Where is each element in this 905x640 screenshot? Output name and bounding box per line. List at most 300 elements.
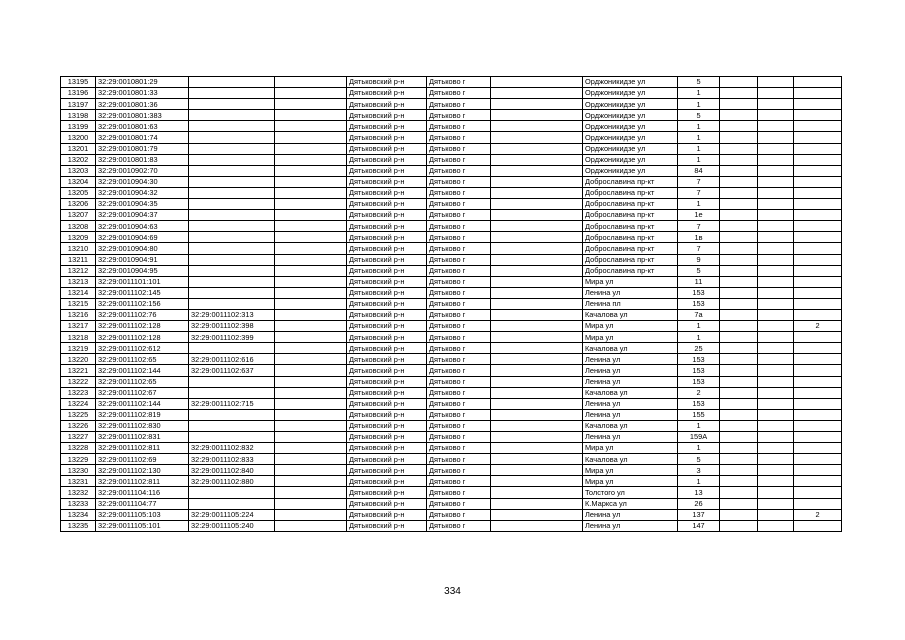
cadastral-number-cell: 32:29:0010904:32: [96, 187, 189, 198]
table-row: [61, 420, 842, 431]
building-col-cell: [720, 232, 758, 243]
empty-col-cell: [275, 509, 347, 520]
table-row: [61, 387, 842, 398]
city-cell: Дятьково г: [427, 254, 491, 265]
record-number-cell: 13232: [61, 487, 96, 498]
cadastral-number-cell: 32:29:0010904:80: [96, 243, 189, 254]
city-cell: Дятьково г: [427, 287, 491, 298]
apartment-col-cell: [758, 398, 794, 409]
apartment-col-cell: [758, 143, 794, 154]
locality-col-cell: [491, 210, 583, 221]
city-cell: Дятьково г: [427, 365, 491, 376]
count-col-cell: [794, 487, 842, 498]
district-cell: Дятьковский р-н: [347, 343, 427, 354]
cadastral-number-cell: 32:29:0010801:79: [96, 143, 189, 154]
empty-col-cell: [275, 487, 347, 498]
linked-cadastral-number-cell: [189, 143, 275, 154]
count-col-cell: [794, 520, 842, 531]
locality-col-cell: [491, 176, 583, 187]
locality-col-cell: [491, 99, 583, 110]
house-number-cell: 26: [678, 498, 720, 509]
house-number-cell: 5: [678, 265, 720, 276]
house-number-cell: 153: [678, 298, 720, 309]
district-cell: Дятьковский р-н: [347, 254, 427, 265]
count-col-cell: [794, 343, 842, 354]
record-number-cell: 13202: [61, 154, 96, 165]
locality-col-cell: [491, 476, 583, 487]
house-number-cell: 5: [678, 77, 720, 88]
record-number-cell: 13214: [61, 287, 96, 298]
city-cell: Дятьково г: [427, 432, 491, 443]
table-row: [61, 187, 842, 198]
record-number-cell: 13219: [61, 343, 96, 354]
district-cell: Дятьковский р-н: [347, 432, 427, 443]
locality-col-cell: [491, 432, 583, 443]
table-row: [61, 210, 842, 221]
table-row: [61, 165, 842, 176]
city-cell: Дятьково г: [427, 309, 491, 320]
district-cell: Дятьковский р-н: [347, 154, 427, 165]
city-cell: Дятьково г: [427, 298, 491, 309]
city-cell: Дятьково г: [427, 409, 491, 420]
apartment-col-cell: [758, 132, 794, 143]
locality-col-cell: [491, 520, 583, 531]
record-number-cell: 13233: [61, 498, 96, 509]
street-cell: Ленина ул: [583, 520, 678, 531]
street-cell: Качалова ул: [583, 343, 678, 354]
building-col-cell: [720, 287, 758, 298]
record-number-cell: 13211: [61, 254, 96, 265]
linked-cadastral-number-cell: [189, 176, 275, 187]
cadastral-number-cell: 32:29:0011102:67: [96, 387, 189, 398]
apartment-col-cell: [758, 487, 794, 498]
cadastral-number-cell: 32:29:0010904:35: [96, 199, 189, 210]
district-cell: Дятьковский р-н: [347, 420, 427, 431]
building-col-cell: [720, 376, 758, 387]
linked-cadastral-number-cell: [189, 88, 275, 99]
locality-col-cell: [491, 243, 583, 254]
count-col-cell: [794, 287, 842, 298]
count-col-cell: [794, 176, 842, 187]
cadastral-number-cell: 32:29:0011102:145: [96, 287, 189, 298]
table-row: [61, 99, 842, 110]
count-col-cell: [794, 387, 842, 398]
apartment-col-cell: [758, 210, 794, 221]
locality-col-cell: [491, 509, 583, 520]
record-number-cell: 13201: [61, 143, 96, 154]
city-cell: Дятьково г: [427, 354, 491, 365]
table-row: [61, 376, 842, 387]
cadastral-number-cell: 32:29:0010801:36: [96, 99, 189, 110]
house-number-cell: 1в: [678, 232, 720, 243]
district-cell: Дятьковский р-н: [347, 165, 427, 176]
street-cell: Ленина ул: [583, 354, 678, 365]
house-number-cell: 3: [678, 465, 720, 476]
locality-col-cell: [491, 199, 583, 210]
locality-col-cell: [491, 110, 583, 121]
empty-col-cell: [275, 443, 347, 454]
table-row: [61, 476, 842, 487]
empty-col-cell: [275, 409, 347, 420]
house-number-cell: 1: [678, 443, 720, 454]
building-col-cell: [720, 520, 758, 531]
linked-cadastral-number-cell: 32:29:0011105:224: [189, 509, 275, 520]
building-col-cell: [720, 110, 758, 121]
count-col-cell: [794, 354, 842, 365]
district-cell: Дятьковский р-н: [347, 332, 427, 343]
city-cell: Дятьково г: [427, 243, 491, 254]
cadastral-number-cell: 32:29:0011102:831: [96, 432, 189, 443]
apartment-col-cell: [758, 498, 794, 509]
building-col-cell: [720, 309, 758, 320]
empty-col-cell: [275, 365, 347, 376]
apartment-col-cell: [758, 298, 794, 309]
apartment-col-cell: [758, 287, 794, 298]
table-row: [61, 154, 842, 165]
locality-col-cell: [491, 287, 583, 298]
street-cell: Ленина ул: [583, 432, 678, 443]
city-cell: Дятьково г: [427, 77, 491, 88]
district-cell: Дятьковский р-н: [347, 88, 427, 99]
record-number-cell: 13196: [61, 88, 96, 99]
cadastral-number-cell: 32:29:0011102:130: [96, 465, 189, 476]
linked-cadastral-number-cell: [189, 298, 275, 309]
street-cell: Ленина ул: [583, 509, 678, 520]
linked-cadastral-number-cell: 32:29:0011102:616: [189, 354, 275, 365]
building-col-cell: [720, 509, 758, 520]
linked-cadastral-number-cell: 32:29:0011102:399: [189, 332, 275, 343]
house-number-cell: 147: [678, 520, 720, 531]
locality-col-cell: [491, 77, 583, 88]
linked-cadastral-number-cell: 32:29:0011102:880: [189, 476, 275, 487]
district-cell: Дятьковский р-н: [347, 309, 427, 320]
street-cell: Доброславина пр-кт: [583, 265, 678, 276]
empty-col-cell: [275, 176, 347, 187]
house-number-cell: 7: [678, 221, 720, 232]
empty-col-cell: [275, 265, 347, 276]
record-number-cell: 13209: [61, 232, 96, 243]
linked-cadastral-number-cell: [189, 487, 275, 498]
city-cell: Дятьково г: [427, 265, 491, 276]
house-number-cell: 5: [678, 454, 720, 465]
count-col-cell: [794, 154, 842, 165]
city-cell: Дятьково г: [427, 520, 491, 531]
cadastral-number-cell: 32:29:0011102:830: [96, 420, 189, 431]
empty-col-cell: [275, 276, 347, 287]
house-number-cell: 153: [678, 287, 720, 298]
linked-cadastral-number-cell: 32:29:0011102:832: [189, 443, 275, 454]
apartment-col-cell: [758, 387, 794, 398]
city-cell: Дятьково г: [427, 143, 491, 154]
table-row: [61, 321, 842, 332]
building-col-cell: [720, 465, 758, 476]
city-cell: Дятьково г: [427, 154, 491, 165]
house-number-cell: 13: [678, 487, 720, 498]
street-cell: Доброславина пр-кт: [583, 199, 678, 210]
locality-col-cell: [491, 154, 583, 165]
record-number-cell: 13208: [61, 221, 96, 232]
apartment-col-cell: [758, 520, 794, 531]
city-cell: Дятьково г: [427, 343, 491, 354]
empty-col-cell: [275, 210, 347, 221]
house-number-cell: 1: [678, 476, 720, 487]
house-number-cell: 11: [678, 276, 720, 287]
apartment-col-cell: [758, 354, 794, 365]
apartment-col-cell: [758, 199, 794, 210]
apartment-col-cell: [758, 187, 794, 198]
street-cell: Орджоникидзе ул: [583, 154, 678, 165]
table-row: [61, 354, 842, 365]
locality-col-cell: [491, 354, 583, 365]
house-number-cell: 1: [678, 121, 720, 132]
count-col-cell: [794, 298, 842, 309]
district-cell: Дятьковский р-н: [347, 221, 427, 232]
cadastral-number-cell: 32:29:0010904:63: [96, 221, 189, 232]
record-number-cell: 13229: [61, 454, 96, 465]
count-col-cell: [794, 465, 842, 476]
street-cell: К.Маркса ул: [583, 498, 678, 509]
city-cell: Дятьково г: [427, 187, 491, 198]
linked-cadastral-number-cell: 32:29:0011102:833: [189, 454, 275, 465]
empty-col-cell: [275, 132, 347, 143]
district-cell: Дятьковский р-н: [347, 509, 427, 520]
cadastral-number-cell: 32:29:0011102:156: [96, 298, 189, 309]
empty-col-cell: [275, 232, 347, 243]
cadastral-number-cell: 32:29:0010904:69: [96, 232, 189, 243]
cadastral-number-cell: 32:29:0011105:103: [96, 509, 189, 520]
record-number-cell: 13204: [61, 176, 96, 187]
building-col-cell: [720, 432, 758, 443]
city-cell: Дятьково г: [427, 476, 491, 487]
table-row: [61, 254, 842, 265]
table-row: [61, 221, 842, 232]
street-cell: Доброславина пр-кт: [583, 243, 678, 254]
empty-col-cell: [275, 376, 347, 387]
count-col-cell: [794, 443, 842, 454]
table-row: [61, 132, 842, 143]
table-row: [61, 243, 842, 254]
registry-table-body: [61, 77, 842, 532]
record-number-cell: 13216: [61, 309, 96, 320]
linked-cadastral-number-cell: [189, 187, 275, 198]
apartment-col-cell: [758, 420, 794, 431]
building-col-cell: [720, 99, 758, 110]
district-cell: Дятьковский р-н: [347, 321, 427, 332]
house-number-cell: 7: [678, 187, 720, 198]
linked-cadastral-number-cell: [189, 110, 275, 121]
empty-col-cell: [275, 432, 347, 443]
city-cell: Дятьково г: [427, 321, 491, 332]
building-col-cell: [720, 121, 758, 132]
record-number-cell: 13222: [61, 376, 96, 387]
cadastral-number-cell: 32:29:0011104:77: [96, 498, 189, 509]
building-col-cell: [720, 254, 758, 265]
table-row: [61, 432, 842, 443]
house-number-cell: 7: [678, 176, 720, 187]
record-number-cell: 13212: [61, 265, 96, 276]
linked-cadastral-number-cell: [189, 232, 275, 243]
empty-col-cell: [275, 387, 347, 398]
record-number-cell: 13228: [61, 443, 96, 454]
locality-col-cell: [491, 443, 583, 454]
table-row: [61, 276, 842, 287]
cadastral-number-cell: 32:29:0011102:811: [96, 443, 189, 454]
linked-cadastral-number-cell: [189, 409, 275, 420]
linked-cadastral-number-cell: [189, 254, 275, 265]
count-col-cell: [794, 199, 842, 210]
city-cell: Дятьково г: [427, 498, 491, 509]
empty-col-cell: [275, 254, 347, 265]
house-number-cell: 1: [678, 321, 720, 332]
linked-cadastral-number-cell: [189, 498, 275, 509]
count-col-cell: [794, 309, 842, 320]
table-row: [61, 88, 842, 99]
count-col-cell: [794, 432, 842, 443]
locality-col-cell: [491, 165, 583, 176]
city-cell: Дятьково г: [427, 121, 491, 132]
cadastral-number-cell: 32:29:0011102:612: [96, 343, 189, 354]
building-col-cell: [720, 487, 758, 498]
linked-cadastral-number-cell: [189, 243, 275, 254]
apartment-col-cell: [758, 476, 794, 487]
empty-col-cell: [275, 77, 347, 88]
linked-cadastral-number-cell: [189, 376, 275, 387]
city-cell: Дятьково г: [427, 176, 491, 187]
house-number-cell: 153: [678, 376, 720, 387]
building-col-cell: [720, 77, 758, 88]
city-cell: Дятьково г: [427, 110, 491, 121]
record-number-cell: 13207: [61, 210, 96, 221]
street-cell: Мира ул: [583, 332, 678, 343]
locality-col-cell: [491, 387, 583, 398]
table-row: [61, 465, 842, 476]
street-cell: Орджоникидзе ул: [583, 132, 678, 143]
street-cell: Ленина ул: [583, 409, 678, 420]
apartment-col-cell: [758, 232, 794, 243]
house-number-cell: 1: [678, 99, 720, 110]
apartment-col-cell: [758, 376, 794, 387]
locality-col-cell: [491, 121, 583, 132]
table-row: [61, 398, 842, 409]
count-col-cell: [794, 254, 842, 265]
cadastral-number-cell: 32:29:0010904:30: [96, 176, 189, 187]
building-col-cell: [720, 265, 758, 276]
city-cell: Дятьково г: [427, 276, 491, 287]
record-number-cell: 13223: [61, 387, 96, 398]
table-row: [61, 309, 842, 320]
district-cell: Дятьковский р-н: [347, 443, 427, 454]
record-number-cell: 13231: [61, 476, 96, 487]
building-col-cell: [720, 343, 758, 354]
city-cell: Дятьково г: [427, 210, 491, 221]
street-cell: Орджоникидзе ул: [583, 143, 678, 154]
district-cell: Дятьковский р-н: [347, 287, 427, 298]
district-cell: Дятьковский р-н: [347, 387, 427, 398]
locality-col-cell: [491, 332, 583, 343]
apartment-col-cell: [758, 88, 794, 99]
locality-col-cell: [491, 232, 583, 243]
linked-cadastral-number-cell: [189, 199, 275, 210]
table-row: [61, 298, 842, 309]
locality-col-cell: [491, 276, 583, 287]
locality-col-cell: [491, 498, 583, 509]
district-cell: Дятьковский р-н: [347, 99, 427, 110]
building-col-cell: [720, 154, 758, 165]
count-col-cell: [794, 110, 842, 121]
city-cell: Дятьково г: [427, 420, 491, 431]
record-number-cell: 13217: [61, 321, 96, 332]
street-cell: Орджоникидзе ул: [583, 110, 678, 121]
empty-col-cell: [275, 165, 347, 176]
building-col-cell: [720, 165, 758, 176]
house-number-cell: 7: [678, 243, 720, 254]
apartment-col-cell: [758, 443, 794, 454]
locality-col-cell: [491, 321, 583, 332]
building-col-cell: [720, 221, 758, 232]
record-number-cell: 13225: [61, 409, 96, 420]
record-number-cell: 13226: [61, 420, 96, 431]
district-cell: Дятьковский р-н: [347, 265, 427, 276]
record-number-cell: 13224: [61, 398, 96, 409]
house-number-cell: 1: [678, 420, 720, 431]
linked-cadastral-number-cell: [189, 77, 275, 88]
linked-cadastral-number-cell: [189, 265, 275, 276]
record-number-cell: 13218: [61, 332, 96, 343]
locality-col-cell: [491, 409, 583, 420]
district-cell: Дятьковский р-н: [347, 121, 427, 132]
building-col-cell: [720, 276, 758, 287]
table-row: [61, 265, 842, 276]
district-cell: Дятьковский р-н: [347, 465, 427, 476]
locality-col-cell: [491, 420, 583, 431]
district-cell: Дятьковский р-н: [347, 110, 427, 121]
house-number-cell: 1е: [678, 210, 720, 221]
empty-col-cell: [275, 398, 347, 409]
house-number-cell: 155: [678, 409, 720, 420]
table-row: [61, 110, 842, 121]
cadastral-number-cell: 32:29:0010801:29: [96, 77, 189, 88]
house-number-cell: 153: [678, 354, 720, 365]
street-cell: Доброславина пр-кт: [583, 187, 678, 198]
house-number-cell: 7а: [678, 309, 720, 320]
locality-col-cell: [491, 487, 583, 498]
apartment-col-cell: [758, 509, 794, 520]
house-number-cell: 1: [678, 143, 720, 154]
record-number-cell: 13235: [61, 520, 96, 531]
district-cell: Дятьковский р-н: [347, 476, 427, 487]
cadastral-number-cell: 32:29:0011104:116: [96, 487, 189, 498]
table-row: [61, 121, 842, 132]
city-cell: Дятьково г: [427, 387, 491, 398]
count-col-cell: [794, 88, 842, 99]
building-col-cell: [720, 143, 758, 154]
count-col-cell: [794, 243, 842, 254]
count-col-cell: [794, 165, 842, 176]
apartment-col-cell: [758, 454, 794, 465]
record-number-cell: 13215: [61, 298, 96, 309]
house-number-cell: 25: [678, 343, 720, 354]
locality-col-cell: [491, 298, 583, 309]
district-cell: Дятьковский р-н: [347, 365, 427, 376]
count-col-cell: [794, 143, 842, 154]
count-col-cell: [794, 409, 842, 420]
empty-col-cell: [275, 454, 347, 465]
building-col-cell: [720, 498, 758, 509]
record-number-cell: 13198: [61, 110, 96, 121]
building-col-cell: [720, 321, 758, 332]
cadastral-number-cell: 32:29:0011105:101: [96, 520, 189, 531]
district-cell: Дятьковский р-н: [347, 243, 427, 254]
